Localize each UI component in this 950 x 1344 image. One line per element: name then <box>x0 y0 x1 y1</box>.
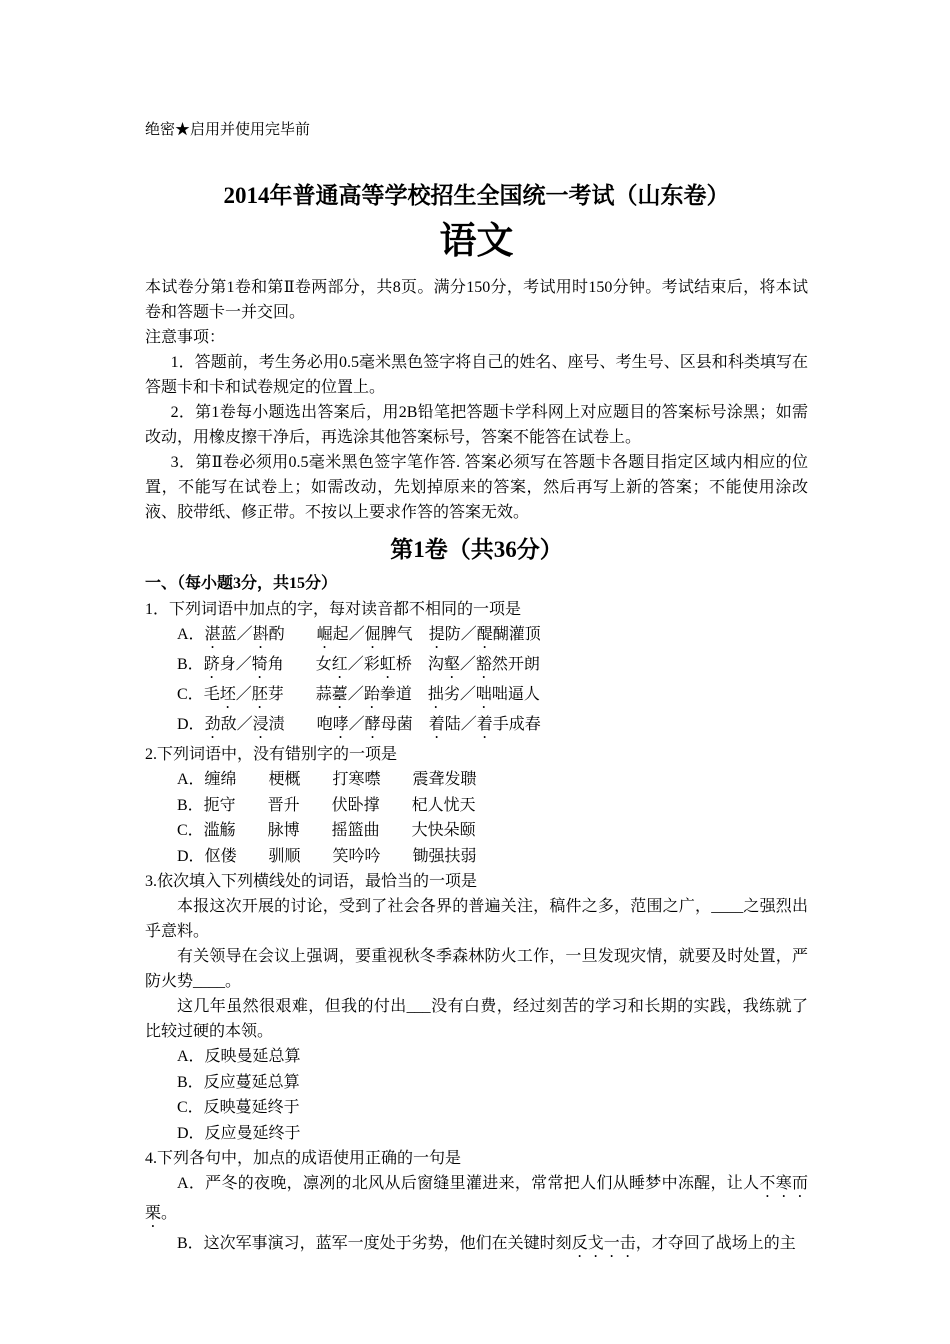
q4-stem: 4.下列各句中，加点的成语使用正确的一句是 <box>145 1150 462 1167</box>
q2-option-d: D．伛偻 驯顺 笑吟吟 锄强扶弱 <box>177 847 477 865</box>
q3-stem: 3.依次填入下列横线处的词语，最恰当的一项是 <box>145 873 478 890</box>
section-title: 第1卷（共36分） <box>390 537 563 562</box>
q2-stem: 2.下列词语中，没有错别字的一项是 <box>145 746 398 763</box>
notes-heading: 注意事项： <box>145 329 226 346</box>
q2-option-b: B．扼守 晋升 伏卧撑 杞人忧天 <box>177 796 476 814</box>
q3-option-a: A．反映曼延总算 <box>177 1048 301 1065</box>
q4-option-b: B．这次军事演习，蓝军一度处于劣势，他们在关键时刻反戈一击，才夺回了战场上的主 <box>177 1235 796 1252</box>
note-item-1: 1．答题前，考生务必用0.5毫米黑色签字将自己的姓名、座号、考生号、区县和科类填写在答题卡和卡和试卷规定的位置上。 <box>145 354 808 396</box>
q2-option-a: A．缠绵 梗概 打寒噤 震聋发聩 <box>177 771 477 788</box>
q3-paragraph-2: 有关领导在会议上强调，要重视秋冬季森林防火工作，一旦发现灾情，就要及时处置，严防火势____。 <box>145 948 808 990</box>
q3-option-d: D．反应曼延终于 <box>177 1124 301 1142</box>
exam-intro: 本试卷分第1卷和第Ⅱ卷两部分，共8页。满分150分，考试用时150分钟。考试结束后，将本试卷和答题卡一并交回。 <box>145 279 808 321</box>
q1-stem: 1．下列词语中加点的字，每对读音都不相同的一项是 <box>145 601 522 618</box>
q1-option-b: B．跻身／犄角 女红／彩虹桥 沟壑／豁然开朗 <box>177 656 540 673</box>
q3-paragraph-3: 这几年虽然很艰难，但我的付出___没有白费，经过刻苦的学习和长期的实践，我练就了比较过硬的本领。 <box>145 998 808 1040</box>
q3-option-b: B．反应蔓延总算 <box>177 1073 300 1091</box>
q1-option-d: D．劲敌／浸渍 咆哮／酵母菌 着陆／着手成春 <box>177 716 541 733</box>
q2-option-c: C．滥觞 脉博 摇篮曲 大快朵颐 <box>177 822 476 839</box>
q1-option-a: A．湛蓝／斟酌 崛起／倔脾气 提防／醍醐灌顶 <box>177 626 541 643</box>
note-item-2: 2．第1卷每小题选出答案后，用2B铅笔把答题卡学科网上对应题目的答案标号涂黑；如需改动，用橡皮擦干净后，再选涂其他答案标号，答案不能答在试卷上。 <box>145 404 808 446</box>
classification-label: 绝密★启用并使用完毕前 <box>145 122 311 138</box>
q4-option-a: A．严冬的夜晚，凛冽的北风从后窗缝里灌进来，常常把人们从睡梦中冻醒，让人不寒而栗。 <box>145 1175 808 1222</box>
subject-title: 语文 <box>439 221 514 262</box>
exam-title: 2014年普通高等学校招生全国统一考试（山东卷） <box>223 183 730 208</box>
part-heading: 一、（每小题3分，共15分） <box>145 575 338 592</box>
q1-option-c: C．毛坯／胚芽 蒜薹／跆拳道 拙劣／咄咄逼人 <box>177 686 540 703</box>
q3-paragraph-1: 本报这次开展的讨论，受到了社会各界的普遍关注，稿件之多，范围之广，____之强烈出乎意料。 <box>145 898 808 940</box>
q3-option-c: C．反映蔓延终于 <box>177 1099 300 1116</box>
note-item-3: 3．第Ⅱ卷必须用0.5毫米黑色签字笔作答. 答案必须写在答题卡各题目指定区域内相应的位置，不能写在试卷上；如需改动，先划掉原来的答案，然后再写上新的答案；不能使用涂改液、胶带纸、修正带。不按以上要求作答的答案无效。 <box>145 454 808 521</box>
